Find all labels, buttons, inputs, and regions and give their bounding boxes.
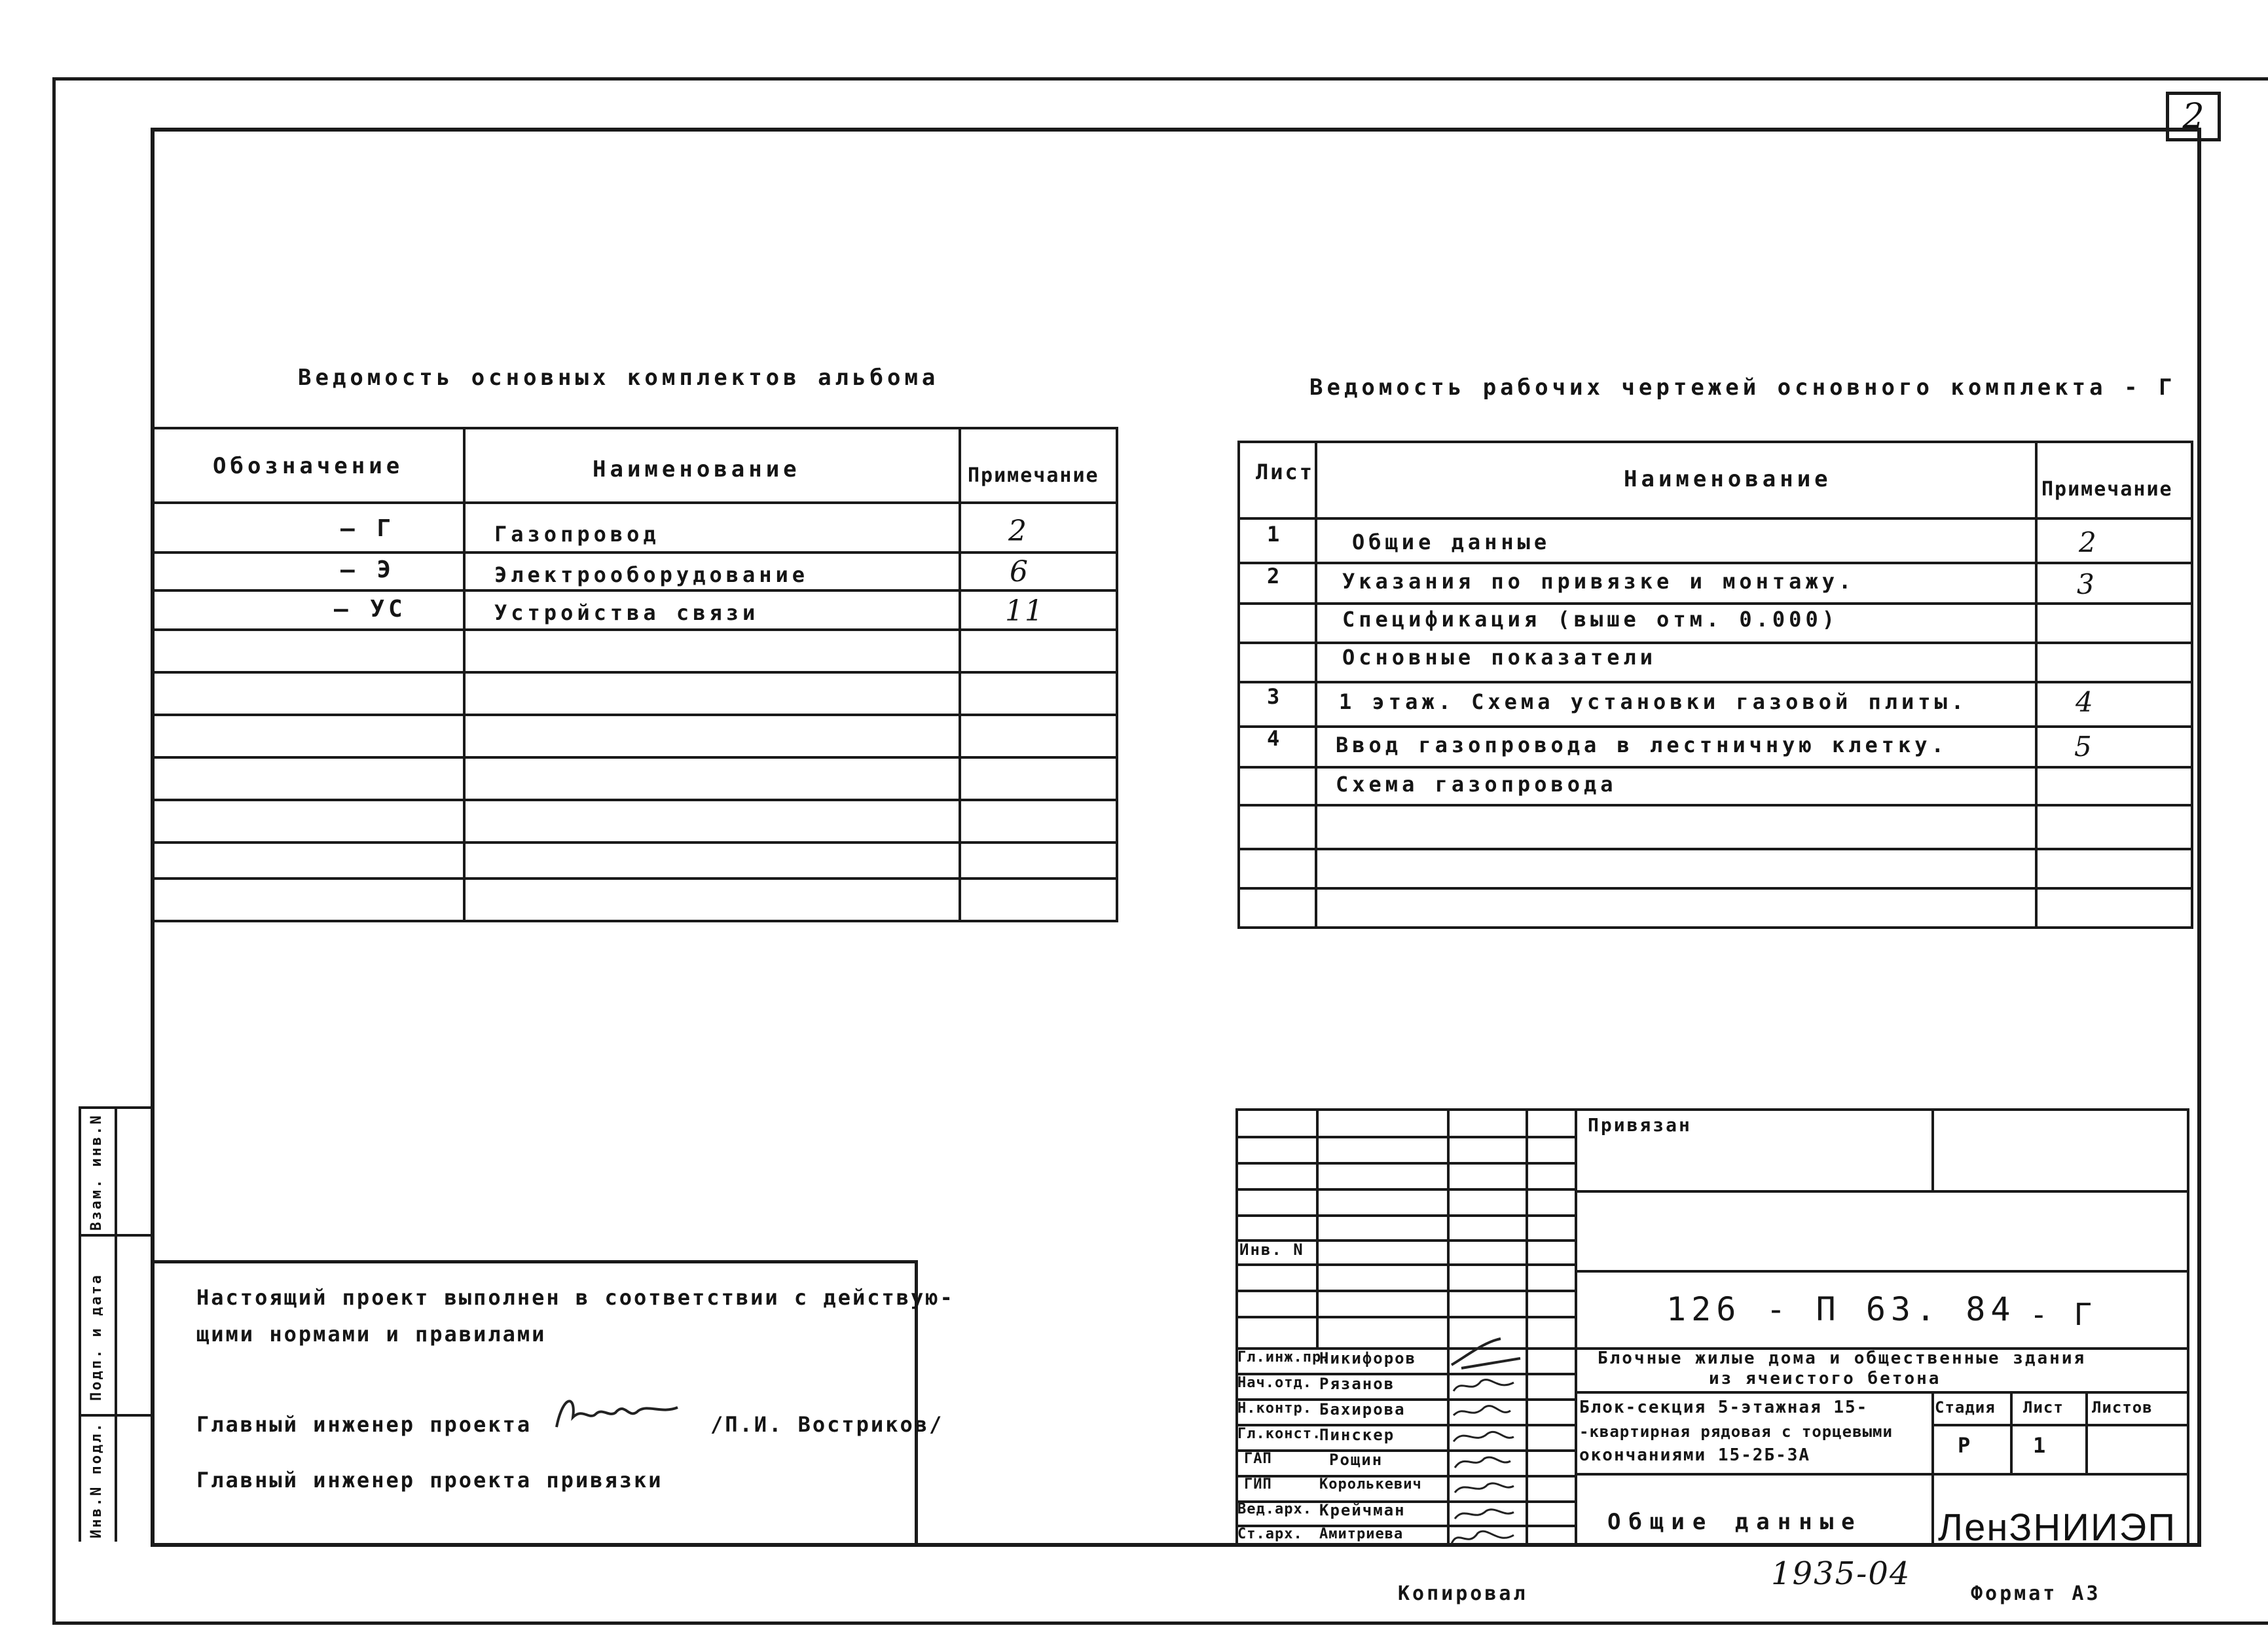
left-row-note: 6 — [1010, 555, 1029, 589]
right-header-note: Примечание — [2041, 478, 2173, 501]
left-row-note: 11 — [1005, 594, 1044, 628]
right-row-name: Указания по привязке и монтажу. — [1342, 569, 1856, 594]
inv-number-label: Инв. N — [1239, 1241, 1304, 1259]
right-header-sheet: Лист — [1256, 460, 1315, 484]
sheet-value: 1 — [2033, 1433, 2050, 1458]
section-line-2: -квартирная рядовая с торцевыми — [1579, 1422, 1893, 1441]
project-title-1: Блочные жилые дома и общественные здания — [1598, 1349, 2087, 1368]
sheets-label: Листов — [2092, 1398, 2153, 1417]
statement-line-2: щими нормами и правилами — [196, 1322, 547, 1347]
role-name: Амитриева — [1319, 1526, 1404, 1542]
right-row-sheet: 3 — [1267, 684, 1284, 709]
organization-name: ЛенЗНИИЭП — [1938, 1506, 2177, 1549]
role-signatures — [1448, 1329, 1526, 1551]
stamp-number: 1935-04 — [1771, 1555, 1911, 1592]
role-label: ГИП — [1244, 1476, 1272, 1493]
project-title-2: из ячеистого бетона — [1709, 1369, 1941, 1388]
role-name: Королькевич — [1319, 1476, 1422, 1493]
stage-value: Р — [1958, 1433, 1975, 1458]
role-name: Рязанов — [1319, 1375, 1395, 1393]
document-code: 126 - П 63. 84 — [1666, 1290, 2016, 1328]
role-label: Нач.отд. — [1237, 1375, 1312, 1391]
left-table-title: Ведомость основных комплектов альбома — [298, 365, 940, 391]
document-code-suffix: - Г — [2030, 1297, 2096, 1332]
binding-engineer-label: Главный инженер проекта привязки — [196, 1468, 663, 1493]
copied-by-label: Копировал — [1398, 1582, 1528, 1605]
left-row-name: Газопровод — [494, 522, 660, 547]
role-label: Гл.инж.пр. — [1237, 1349, 1331, 1366]
right-row-name: Ввод газопровода в лестничную клетку. — [1336, 733, 1948, 757]
right-row-note: 3 — [2077, 568, 2096, 600]
role-label: Гл.конст. — [1237, 1426, 1322, 1442]
chief-engineer-signature — [550, 1388, 681, 1440]
right-row-name: 1 этаж. Схема установки газовой плиты. — [1339, 689, 1968, 714]
organization-logo — [1938, 1506, 2177, 1549]
right-row-sheet: 2 — [1267, 564, 1284, 589]
right-row-note: 5 — [2074, 731, 2093, 763]
sheet-label: Лист — [2023, 1398, 2064, 1417]
drawing-name: Общие данные — [1607, 1509, 1863, 1535]
left-header-name: Наименование — [593, 456, 801, 482]
right-row-note: 4 — [2076, 686, 2094, 718]
left-header-note: Примечание — [968, 464, 1099, 487]
sheet-number: 2 — [2166, 92, 2221, 141]
left-row-name: Электрооборудование — [494, 562, 809, 587]
stage-label: Стадия — [1935, 1398, 1996, 1417]
role-name: Никифоров — [1319, 1349, 1417, 1368]
privyazan-label: Привязан — [1588, 1114, 1692, 1136]
right-table-title: Ведомость рабочих чертежей основного комплекта - Г — [1309, 374, 2176, 401]
right-row-name: Основные показатели — [1342, 645, 1657, 670]
side-stamp-vzam: Взам. инв.N — [88, 1114, 105, 1231]
left-row-code: — Г — [340, 515, 395, 542]
role-name: Бахирова — [1319, 1400, 1406, 1419]
section-line-3: окончаниями 15-2Б-3А — [1579, 1445, 1811, 1465]
role-label: Н.контр. — [1237, 1400, 1312, 1417]
role-label: ГАП — [1244, 1451, 1272, 1467]
role-label: Вед.арх. — [1237, 1501, 1312, 1517]
right-header-name: Наименование — [1624, 466, 1832, 492]
left-row-code: — УС — [334, 596, 407, 623]
left-header-code: Обозначение — [213, 453, 404, 479]
left-row-code: — Э — [340, 556, 395, 583]
side-stamp-podp: Подп. и дата — [88, 1273, 105, 1401]
side-stamp-inv: Инв.N подл. — [88, 1421, 105, 1538]
right-row-name: Схема газопровода — [1336, 772, 1617, 797]
format-label: Формат А3 — [1971, 1582, 2101, 1605]
statement-line-1: Настоящий проект выполнен в соответствии с действую- — [196, 1285, 955, 1310]
right-row-note: 2 — [2079, 526, 2098, 558]
left-row-name: Устройства связи — [494, 600, 759, 625]
chief-engineer-name: /П.И. Востриков/ — [710, 1412, 944, 1437]
role-name: Пинскер — [1319, 1426, 1395, 1444]
right-row-sheet: 1 — [1267, 522, 1284, 547]
role-name: Крейчман — [1319, 1501, 1406, 1519]
role-label: Ст.арх. — [1237, 1526, 1303, 1542]
left-row-note: 2 — [1008, 515, 1028, 548]
role-name: Рощин — [1329, 1451, 1383, 1469]
right-row-name: Общие данные — [1352, 530, 1551, 554]
chief-engineer-label: Главный инженер проекта — [196, 1412, 532, 1437]
right-row-sheet: 4 — [1267, 726, 1284, 751]
section-line-1: Блок-секция 5-этажная 15- — [1579, 1398, 1869, 1417]
right-row-name: Спецификация (выше отм. 0.000) — [1342, 607, 1838, 632]
